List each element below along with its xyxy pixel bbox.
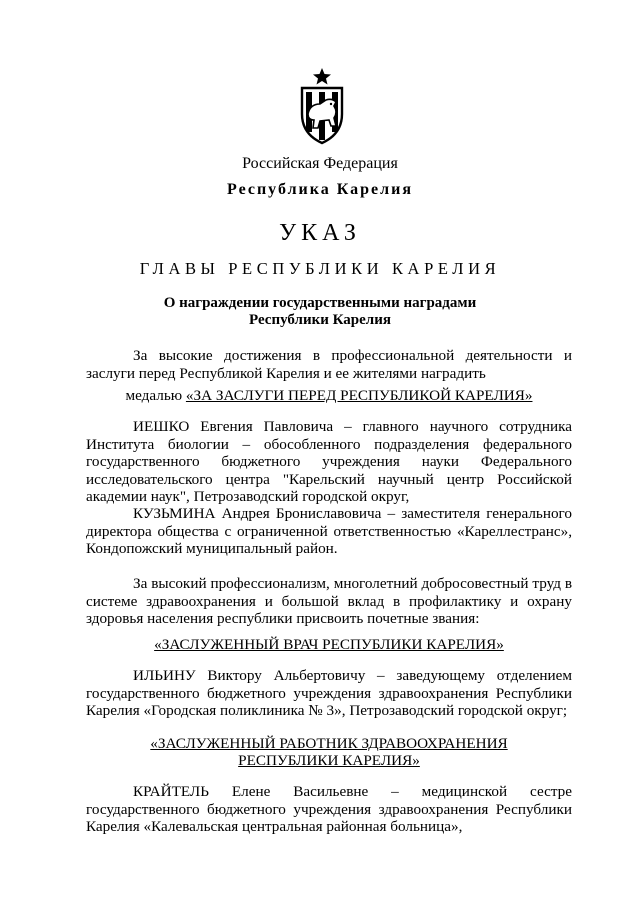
coat-of-arms-emblem <box>296 66 348 146</box>
awardee-1: ИЕШКО Евгения Павловича – главного научного сотрудника Института биологии – обособленного подразделения федерального государственного бюджетного учреждения науки Федерального исследовательского центра "Карельский научный центр Российской академии наук", Петрозаводский городской округ, <box>86 418 572 505</box>
honorary-title-2-line-1: «ЗАСЛУЖЕННЫЙ РАБОТНИК ЗДРАВООХРАНЕНИЯ <box>150 735 508 752</box>
country-name: Российская Федерация <box>242 155 398 172</box>
awardee-2: КУЗЬМИНА Андрея Брониславовича – заместителя генерального директора общества с ограниченной ответственностью «Кареллестранс», Кондопожский муниципальный район. <box>86 505 572 557</box>
honorary-title-1: «ЗАСЛУЖЕННЫЙ ВРАЧ РЕСПУБЛИКИ КАРЕЛИЯ» <box>154 636 504 653</box>
section1-intro: За высокие достижения в профессиональной деятельности и заслуги перед Республикой Карелия и ее жителями наградить <box>86 347 572 382</box>
subject-line-1: О награждении государственными наградами <box>163 295 477 311</box>
awardee-4: КРАЙТЕЛЬ Елене Васильевне – медицинской сестре государственного бюджетного учреждения здравоохранения Республики Карелия «Калевальская центральная районная больница», <box>86 783 572 835</box>
section2-intro: За высокий профессионализм, многолетний добросовестный труд в системе здравоохранения и большой вклад в профилактику и охрану здоровья населения республики присвоить почетные звания: <box>86 575 572 627</box>
document-type: УКАЗ <box>279 220 361 246</box>
award-line <box>86 387 572 405</box>
subject-line-2: Республики Карелия <box>249 312 391 328</box>
awardee-3: ИЛЬИНУ Виктору Альбертовичу – заведующему отделением государственного бюджетного учреждения здравоохранения Республики Карелия «Городская поликлиника № 3», Петрозаводский городской округ; <box>86 667 572 719</box>
award-name: «ЗА ЗАСЛУГИ ПЕРЕД РЕСПУБЛИКОЙ КАРЕЛИЯ» <box>185 387 533 404</box>
award-prefix: медалью <box>125 387 186 404</box>
republic-name: Республика Карелия <box>227 181 413 198</box>
honorary-title-2-line-2: РЕСПУБЛИКИ КАРЕЛИЯ» <box>238 752 420 769</box>
issuer-title: ГЛАВЫ РЕСПУБЛИКИ КАРЕЛИЯ <box>139 259 501 278</box>
